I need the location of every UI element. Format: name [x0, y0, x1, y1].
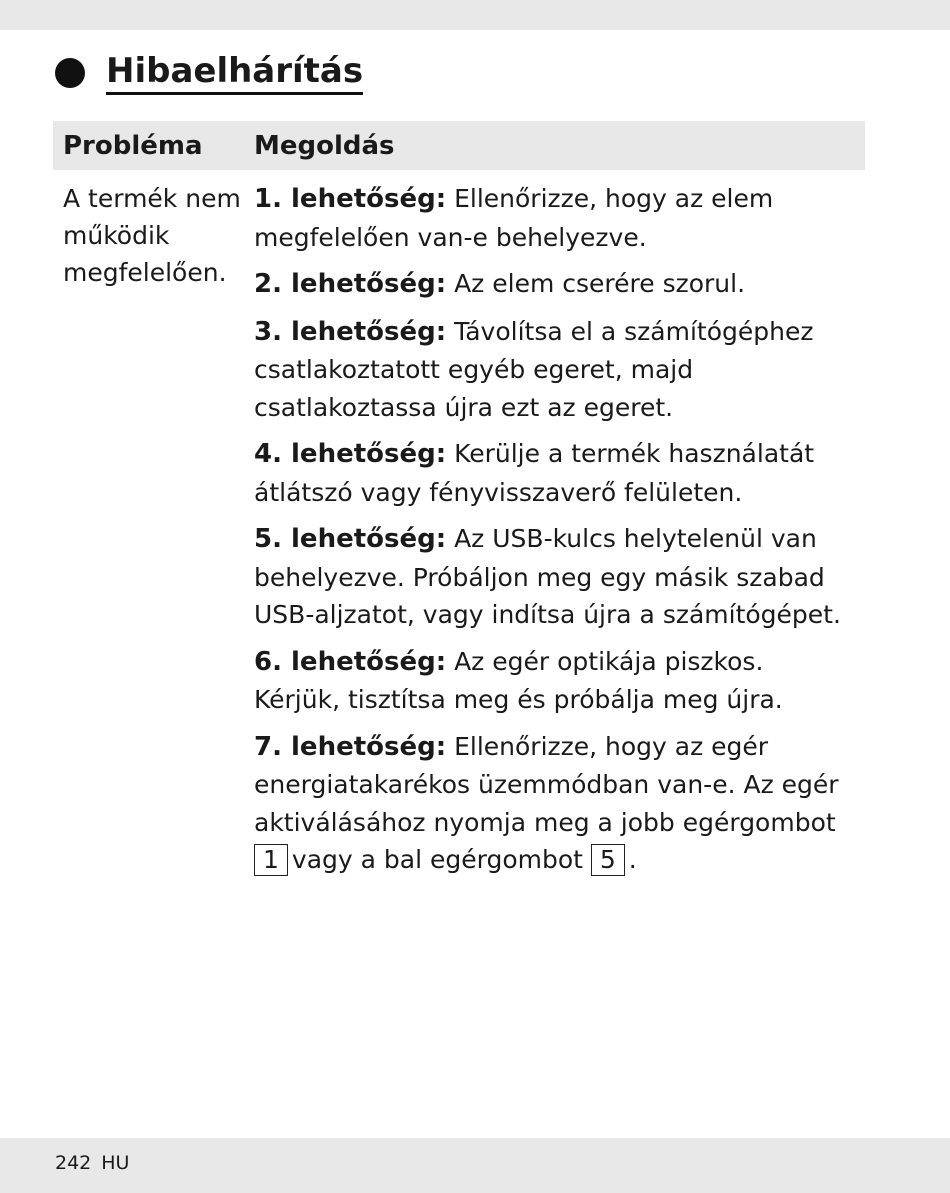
option-text: Az USB-kulcs helytelenül van behelyezve. Próbáljon meg egy másik szabad USB-aljzatot, vagy indítsa újra a számítógépet.: [254, 524, 841, 629]
option-label: 5. lehetőség:: [254, 524, 447, 554]
page-number: 242: [55, 1152, 92, 1174]
solution-list: [254, 180, 854, 888]
option-text: vagy a bal egérgombot: [291, 845, 583, 874]
solution-option-3: [254, 313, 854, 427]
top-margin-band: [0, 0, 950, 30]
table-header-row: [53, 121, 865, 170]
reference-number-box: 5: [591, 844, 625, 876]
option-text: Ellenőrizze, hogy az elem megfelelően van-e behelyezve.: [254, 184, 774, 252]
solution-option-2: [254, 265, 854, 304]
section-heading: [55, 50, 363, 95]
solution-option-1: [254, 180, 854, 256]
option-label: 3. lehetőség:: [254, 316, 447, 347]
solution-option-6: [254, 643, 854, 719]
option-label: 1. lehetőség:: [254, 184, 447, 214]
solution-option-7: [254, 728, 854, 879]
solution-option-4: [254, 435, 854, 511]
section-title: Hibaelhárítás: [106, 50, 363, 95]
language-code: HU: [101, 1152, 130, 1174]
reference-number-box: 1: [254, 844, 288, 876]
option-text: .: [628, 845, 637, 874]
page-footer: [55, 1152, 129, 1174]
option-text: Kerülje a termék használatát átlátszó vagy fényvisszaverő felületen.: [254, 439, 815, 507]
option-label: 2. lehetőség:: [254, 269, 447, 299]
option-label: 4. lehetőség:: [254, 439, 447, 469]
bullet-icon: [55, 58, 85, 88]
solution-option-5: [254, 520, 854, 634]
option-label: 7. lehetőség:: [254, 731, 447, 762]
problem-description: A termék nem működik megfelelően.: [63, 184, 241, 287]
option-text: Az egér optikája piszkos. Kérjük, tisztítsa meg és próbálja meg újra.: [254, 646, 783, 714]
option-text: Az elem cserére szorul.: [454, 269, 746, 298]
option-label: 6. lehetőség:: [254, 646, 447, 677]
option-text: Ellenőrizze, hogy az egér energiatakarékos üzemmódban van-e. Az egér aktiválásához nyomja meg a jobb egérgombot: [254, 731, 839, 837]
option-text: Távolítsa el a számítógéphez csatlakoztatott egyéb egeret, majd csatlakoztassa újra ezt az egeret.: [254, 316, 814, 422]
footer-band: [0, 1138, 950, 1193]
column-header-problem: Probléma: [63, 131, 203, 161]
column-header-solution: Megoldás: [254, 131, 395, 161]
